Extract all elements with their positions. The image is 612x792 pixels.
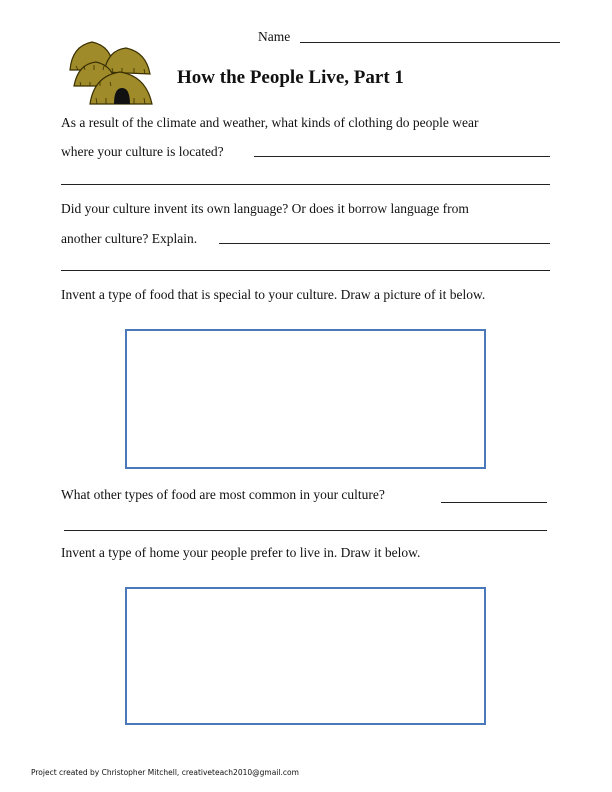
question-4: What other types of food are most common in your culture? xyxy=(61,487,385,502)
huts-icon xyxy=(64,40,164,106)
footer-credit: Project created by Christopher Mitchell, creativeteach2010@gmail.com xyxy=(31,768,299,777)
food-drawing-box[interactable] xyxy=(125,329,486,469)
question-2-line-1: Did your culture invent its own language? Or does it borrow language from xyxy=(61,201,469,216)
answer-line-4a[interactable] xyxy=(441,502,547,503)
answer-line-2a[interactable] xyxy=(219,243,550,244)
page-title: How the People Live, Part 1 xyxy=(177,67,404,88)
question-1-line-1: As a result of the climate and weather, what kinds of clothing do people wear xyxy=(61,115,479,130)
question-1-line-2: where your culture is located? xyxy=(61,144,224,159)
question-5: Invent a type of home your people prefer to live in. Draw it below. xyxy=(61,545,421,560)
name-input-line[interactable] xyxy=(300,42,560,43)
answer-line-1b[interactable] xyxy=(61,184,550,185)
question-2-line-2: another culture? Explain. xyxy=(61,231,198,246)
question-3: Invent a type of food that is special to your culture. Draw a picture of it below. xyxy=(61,287,486,302)
name-label: Name xyxy=(258,29,291,44)
answer-line-2b[interactable] xyxy=(61,270,550,271)
answer-line-1a[interactable] xyxy=(254,156,550,157)
answer-line-4b[interactable] xyxy=(64,530,547,531)
home-drawing-box[interactable] xyxy=(125,587,486,725)
